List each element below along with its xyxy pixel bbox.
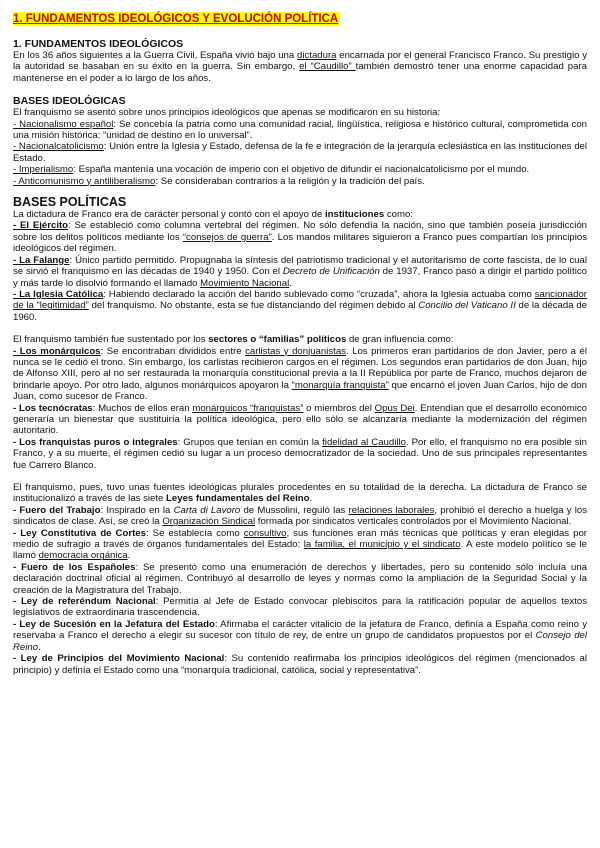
bases-politicas-heading: BASES POLÍTICAS bbox=[13, 195, 127, 210]
bases-ideologicas-heading: BASES IDEOLÓGICAS bbox=[13, 95, 126, 108]
ley-fuero-espanoles: - Fuero de los Españoles: Se presentó como una enumeración de derechos y libertades, pero su contenido sólo incluía una declaración doctrinal oficial al régimen. Contribuyó al desarrollo de leyes y normas como la ampliación de la Seguridad Social y la creación de la Magistratura del Trabajo. bbox=[13, 561, 587, 596]
ley-referendum: - Ley de referéndum Nacional: Permitía al Jefe de Estado convocar plebiscitos para la ratificación popular de aquellos textos legislativos de extraordinaria trascendencia. bbox=[13, 596, 587, 619]
sectores-intro: El franquismo también fue sustentado por los sectores o “familias” políticos de gran influencia como: bbox=[13, 334, 454, 346]
bases-politicas-intro: La dictadura de Franco era de carácter personal y contó con el apoyo de instituciones como: bbox=[13, 209, 413, 221]
ley-principios-movimiento: - Ley de Principios del Movimiento Nacional: Su contenido reafirmaba los principios ideológicos del régimen (mencionados al principio) y definía el Estado como una “monarquía tradicional, católica, social y representativa”. bbox=[13, 653, 587, 676]
sector-tecnocratas: - Los tecnócratas: Muchos de ellos eran monárquicos “franquistas” o miembros del Opus Dei. Entendían que el desarrollo económico generaría un bienestar que sustituiría la política ideológica, pero ello sólo se alcanzaría mediante la modernización del régimen autoritario. bbox=[13, 402, 587, 437]
fundamentos-heading: 1. FUNDAMENTOS IDEOLÓGICOS bbox=[13, 38, 184, 50]
page-title: 1. FUNDAMENTOS IDEOLÓGICOS Y EVOLUCIÓN POLÍTICA bbox=[13, 13, 339, 25]
ley-fuero-trabajo: - Fuero del Trabajo: Inspirado en la Carta di Lavoro de Mussolini, reguló las relaciones laborales, prohibió el derecho a huelga y los sindicatos de clase. Así, se creó la Organización Sindical formada por sindicatos verticales controlados por el Movimiento Nacional. bbox=[13, 504, 588, 528]
ideologia-item: - Anticomunismo y antiliberalismo: Se consideraban contrarios a la religión y la tradición del país. bbox=[13, 175, 425, 187]
institucion-iglesia: - La Iglesia Católica: Habiendo declarado la acción del bando sublevado como “cruzada”, ahora la Iglesia actuaba como sancionador de la “legitimidad” del franquismo. No obstante, esta se fue distanciando del régimen debido al Concilio del Vaticano II de la década de 1960. bbox=[13, 288, 587, 323]
document-page bbox=[13, 12, 587, 676]
institucion-falange: - La Falange: Único partido permitido. Propugnaba la síntesis del patriotismo tradicional y el autoritarismo de corte fascista, de lo cual se sirvió el franquismo en las décadas de 1940 y 1950. Con el Decreto de Unificación de 1937, Franco pasó a dirigir el partido político y más tarde lo disolvió formando el llamado Movimiento Nacional. bbox=[13, 254, 587, 289]
bases-ideologicas-intro: El franquismo se asentó sobre unos principios ideológicos que apenas se modificaron en su historia: bbox=[13, 107, 441, 119]
ideologia-item: - Imperialismo: España mantenía una vocación de imperio con el objetivo de difundir el nacionalcatolicismo por el mundo. bbox=[13, 164, 530, 176]
ideologia-item: - Nacionalcatolicismo: Unión entre la Iglesia y Estado, defensa de la fe e integración de la jerarquía eclesiástica en las instituciones del Estado. bbox=[13, 141, 588, 164]
ley-sucesion: - Ley de Sucesión en la Jefatura del Estado: Afirmaba el carácter vitalicio de la jefatura de Franco, definía a España como reino y reservaba a Franco el derecho a elegir su sucesor con título de rey, de entre un grupo de candidatos propuestos por el Consejo del Reino. bbox=[13, 618, 588, 653]
ideologia-item: - Nacionalismo español: Se concebía la patria como una comunidad racial, lingüística, religiosa e histórico cultural, comprometida con una misión histórica: “unidad de destino en lo universal”. bbox=[13, 118, 587, 142]
term-caudillo: el “Caudillo” bbox=[299, 61, 356, 73]
institucion-ejercito: - El Ejército: Se estableció como columna vertebral del régimen. No sólo defendía la nación, sino que también poseía jurisdicción sobre los delitos políticos mediante los “consejos de guerra”. Los mandos militares siguieron a Franco pues compartían los principios ideológicos del régimen. bbox=[13, 220, 587, 255]
ley-constitutiva-cortes: - Ley Constitutiva de Cortes: Se establecía como consultivo, sus funciones eran más técnicas que políticas y eran elegidas por medio de sufragio a través de órganos fundamentales del Estado: la familia, el municipio y el sindicato. A este modelo político se le llamó democracia orgánica. bbox=[13, 527, 588, 562]
fundamentos-paragraph: En los 36 años siguientes a la Guerra Civil, España vivió bajo una dictadura encarnada por el general Francisco Franco. Su prestigio y la autoridad se basaban en su éxito en la guerra. Sin embargo, el “Caudillo” también demostró tener una enorme capacidad para mantenerse en el poder a lo largo de los años. bbox=[13, 50, 587, 84]
term-dictadura: dictadura bbox=[297, 50, 337, 61]
leyes-intro: El franquismo, pues, tuvo unas fuentes ideológicas plurales procedentes en su totalidad de la derecha. La dictadura de Franco se institucionalizó a través de las siete Leyes fundamentales del Reino. bbox=[13, 482, 587, 505]
sector-franquistas-puros: - Los franquistas puros o integrales: Grupos que tenían en común la fidelidad al Caudillo. Por ello, el franquismo no era posible sin Franco, y a su muerte, el régimen cedió su lugar a un proceso democratizador de la sociedad. Uno de sus principales representantes fue Carrero Blanco. bbox=[13, 436, 588, 471]
sector-monarquicos: - Los monárquicos: Se encontraban divididos entre carlistas y donjuanistas. Los primeros eran partidarios de don Javier, pero a él nunca se le cedió el trono. Sin embargo, los carlistas recibieron cargos en el régimen. Los segundos eran partidarios de don Juan, hijo de Alfonso XIII, pero al no ser restaurada la monarquía constitucional previa a la II República por parte de Franco, muchos dejaron de brindarle apoyo. Por otro lado, algunos monárquicos apoyaron la “monarquía franquista” que encarnó el joven Juan Carlos, hijo de don Juan, como sucesor de Franco. bbox=[13, 345, 587, 403]
